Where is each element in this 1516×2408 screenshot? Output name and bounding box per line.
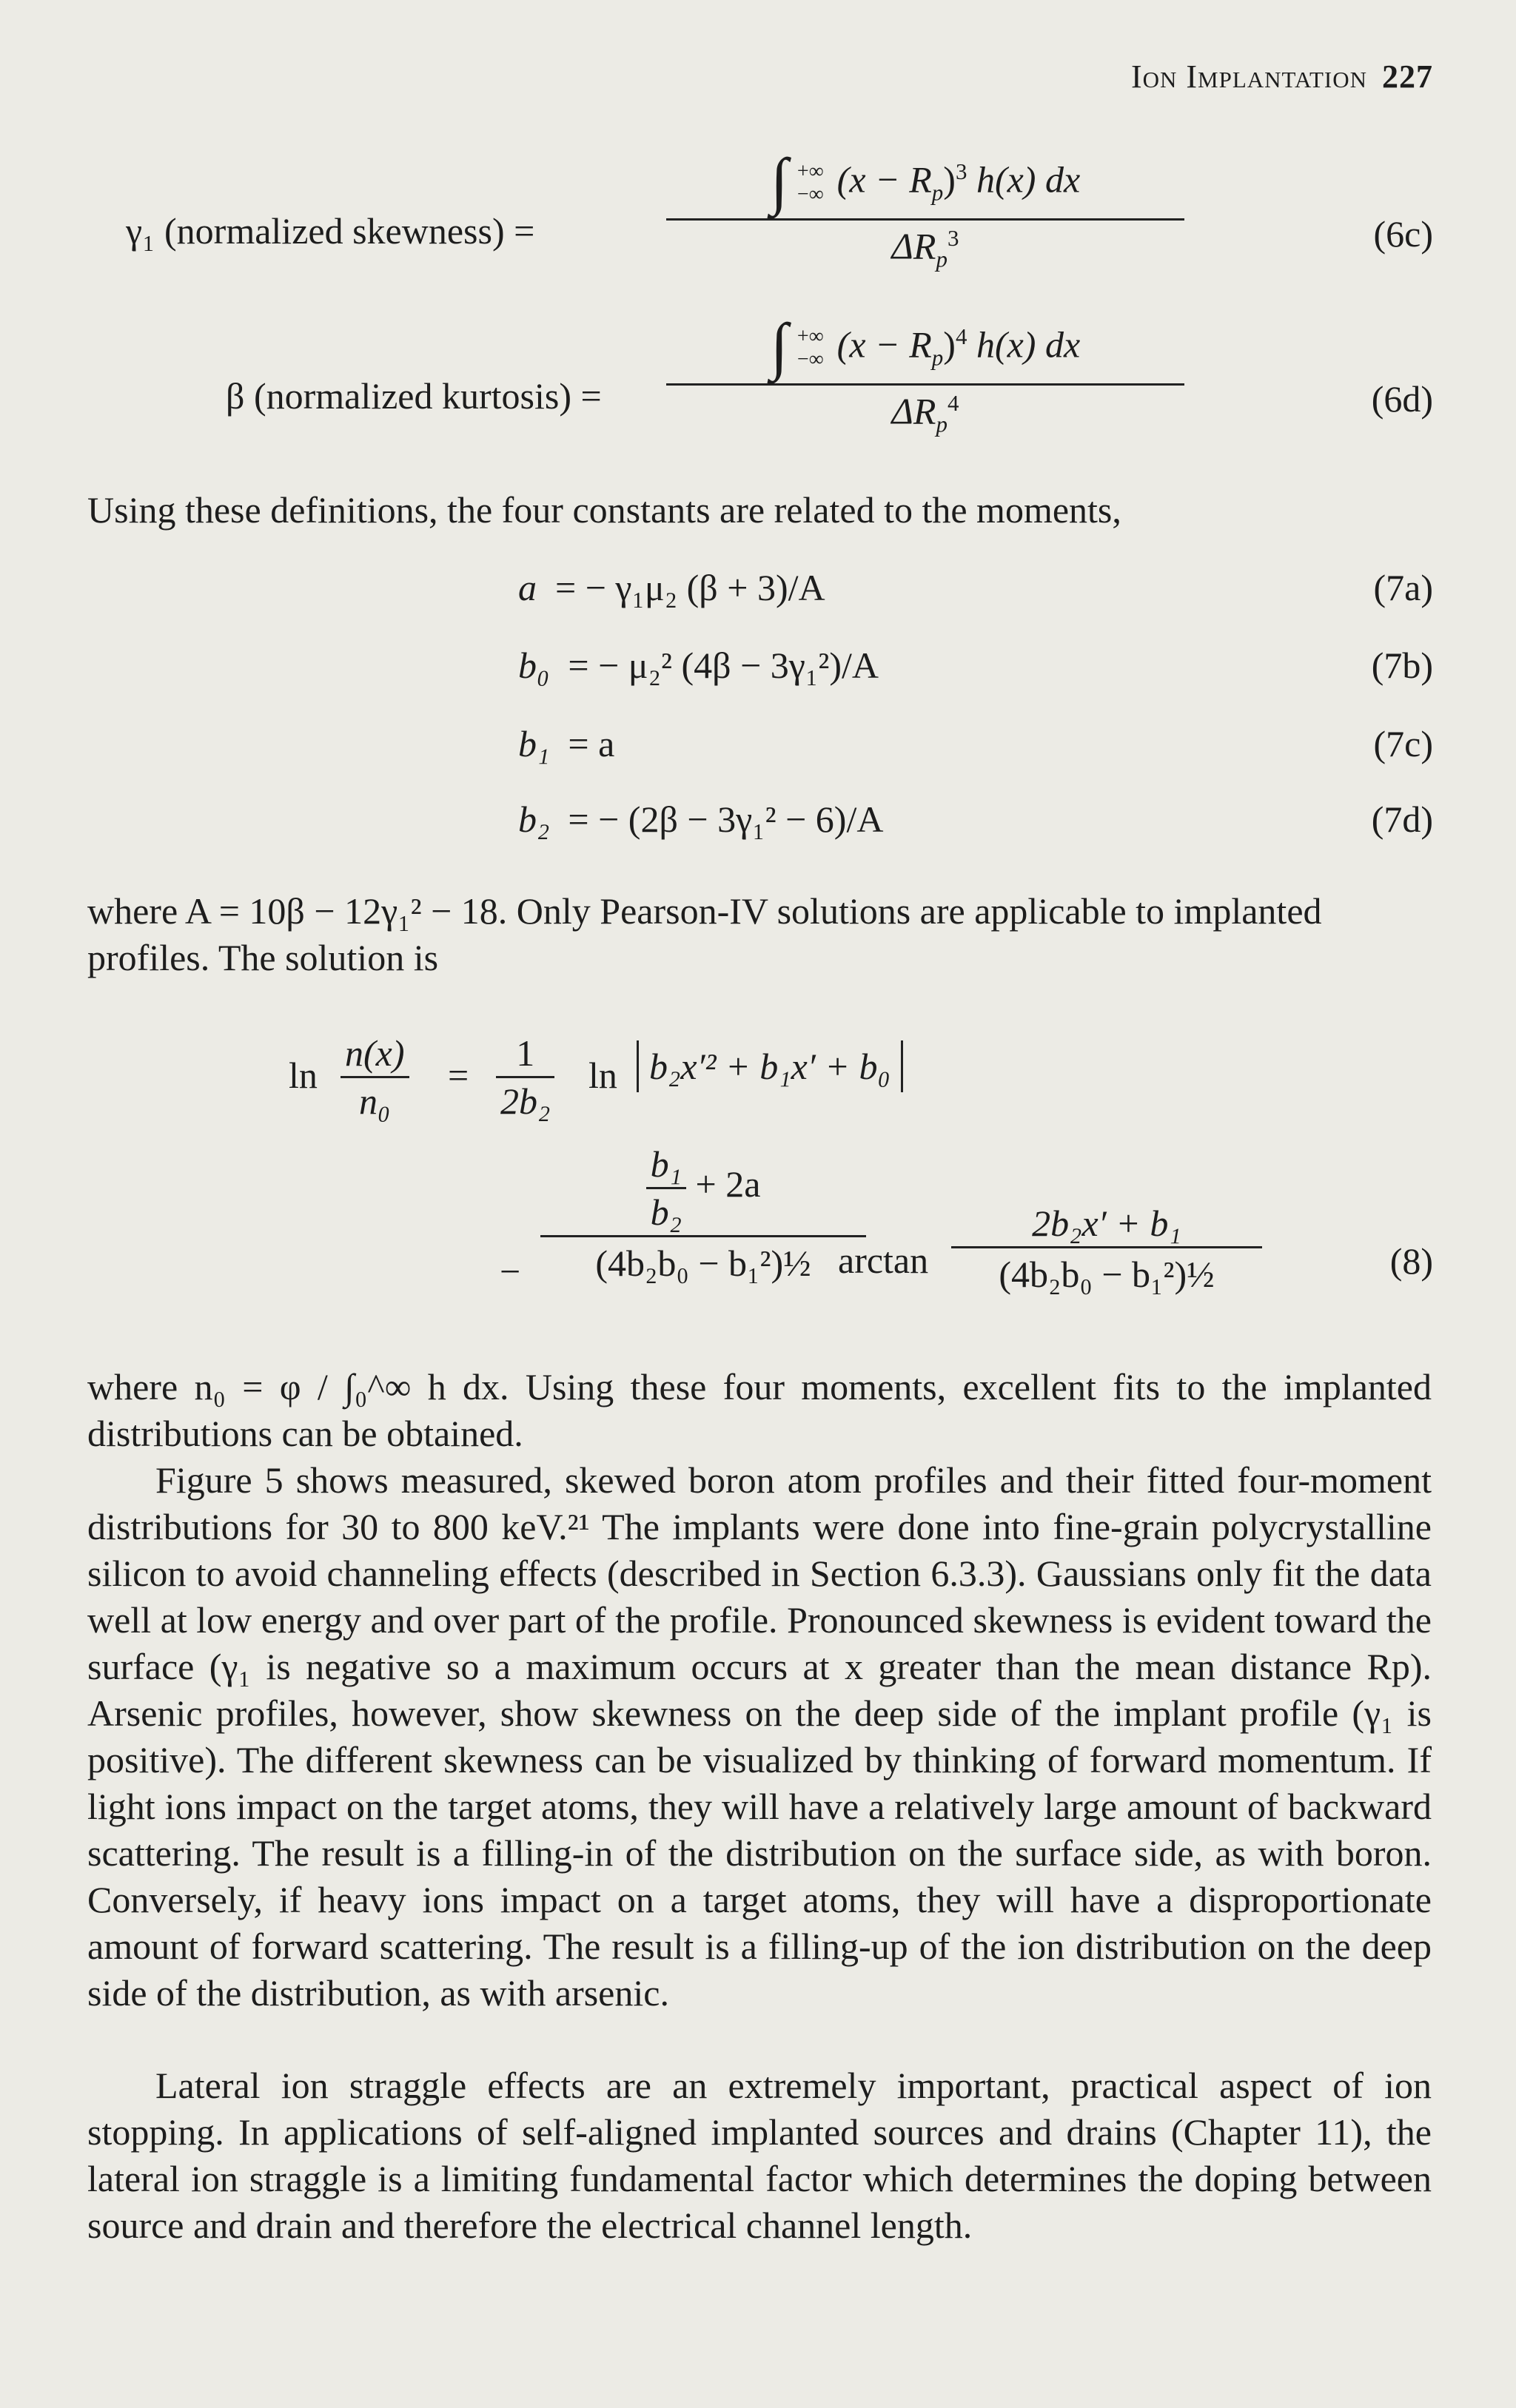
paragraph-where-A [87,888,1331,981]
eq8-frac-half [496,1032,554,1122]
eq6d-fraction [666,310,1184,437]
eq8-minus: − [500,1251,521,1292]
fraction-bar [646,1187,686,1189]
eq8-inner-fraction [646,1143,686,1233]
eq7d-lhs: b₂ [518,798,550,840]
integral-upper-limit: +∞ [796,325,824,349]
eq7d-number: (7d) [1371,798,1433,840]
eq6d-denominator-text: ΔR [891,390,936,432]
eq8-arctan: arctan [838,1240,929,1281]
eq6d-numerator: ∫ +∞ −∞ $(x - R_p)^4$ h(x) dx [770,310,1081,381]
eq6d-integrand: (x − R [836,323,932,366]
eq7c-rhs: = a [568,723,615,764]
paragraph-text: Lateral ion straggle effects are an extremely important, practical aspect of ion stopping. In applications of self-aligned implanted sources and drains (Chapter 11), the lateral ion straggle is a limiting fundamental factor which determines the doping between source and drain and therefore the electrical channel length. [87,2065,1432,2246]
eq8-bracket [637,1040,903,1092]
eq7a-rhs: = − γ₁μ₂ (β + 3)/A [555,567,825,608]
eq6c-lhs: γ₁ (normalized skewness) = [126,210,535,252]
eq6c-fraction [666,145,1184,272]
integral-lower-limit: −∞ [796,183,824,206]
eq8-inner-denominator: b₂ [650,1191,682,1233]
eq8-big-fraction [540,1143,866,1284]
eq7a-number: (7a) [1373,567,1433,608]
eq8-frac-half-denominator: 2b₂ [500,1080,551,1122]
paragraph-where-n0 [87,1364,1432,1457]
eq6c-number: (6c) [1373,213,1433,255]
eq8-arc-numerator: 2b₂x′ + b₁ [1032,1203,1181,1244]
running-head-title: Ion Implantation [1130,58,1367,95]
eq6d-denominator: $\Delta R_p^4$ [891,390,959,437]
fraction-bar [496,1076,554,1078]
eq7a-lhs: a [518,567,537,608]
eq8-bracket-content: b₂x′² + b₁x′ + b₀ [649,1046,891,1087]
eq8-arc-fraction [951,1205,1262,1293]
eq6d-den-power: 4 [947,390,959,416]
paragraph-text: Figure 5 shows measured, skewed boron atom profiles and their fitted four-moment distributions for 30 to 800 keV.²¹ The implants were done into fine-grain polycrystalline silicon to avoid channeling effects (described in Section 6.3.3). Gaussians only fit the data well at low energy and over part of the profile. Pronounced skewness is evident toward the surface (γ₁ is negative so a maximum occurs at x greater than the mean distance Rp). Arsenic profiles, however, show skewness on the deep side of the implant profile (γ₁ is positive). The different skewness can be visualized by thinking of forward momentum. If light ions impact on the target atoms, they will have a relatively large amount of backward scattering. The result is a filling-in of the distribution on the surface side, as with boron. Conversely, if heavy ions impact on a target atoms, they will have a disproportionate amount of forward scattering. The result is a filling-up of the ion distribution on the deep side of the distribution, as with arsenic. [87,1459,1432,2014]
eq6c-den-power: 3 [947,225,959,251]
page-number: 227 [1382,58,1433,95]
eq8-ln: ln [289,1055,318,1096]
eq7b-rhs: = − μ₂² (4β − 3γ₁²)/A [568,645,879,686]
eq8-frac-n-numerator: n(x) [345,1032,405,1074]
running-head [1131,58,1433,95]
fraction-bar [666,218,1184,221]
paragraph-figure-5 [87,1457,1432,2017]
eq6d-integrand-tail: h(x) dx [967,323,1081,366]
integral-sign: ∫ [770,145,788,216]
equation-8 [289,1032,1443,1331]
eq6c-numerator: ∫ +∞ −∞ $(x - R_p)^3$ h(x) dx [770,145,1081,216]
paragraph-text: where A = 10β − 12γ₁² − 18. Only Pearson-IV solutions are applicable to implanted profiles. The solution is [87,890,1322,978]
eq6c-power: 3 [955,158,967,184]
paragraph-text: where n₀ = φ / ∫₀^∞ h dx. Using these four moments, excellent fits to the implanted distributions can be obtained. [87,1366,1432,1454]
eq6d-power: 4 [955,323,967,349]
eq7d [518,798,883,841]
fraction-bar [341,1076,409,1078]
fraction-bar [666,383,1184,386]
paragraph-lateral-straggle [87,2062,1432,2249]
paragraph-using-definitions [87,487,1432,534]
eq7c-number: (7c) [1373,723,1433,764]
eq6d-number: (6d) [1371,378,1433,420]
eq8-ln2: ln [588,1055,617,1096]
eq6c-integrand-tail: h(x) dx [967,158,1081,201]
eq8-inner-numerator: b₁ [650,1143,682,1185]
eq7c-lhs: b₁ [518,723,550,764]
integral-lower-limit: −∞ [796,348,824,371]
eq8-frac-n-denominator: n₀ [359,1080,391,1122]
eq7b [518,644,879,687]
eq8-equals: = [448,1055,469,1096]
eq6d-lhs: β (normalized kurtosis) = [226,375,602,417]
eq7c [518,722,614,765]
eq6c-denominator-text: ΔR [891,225,936,267]
integral-sign: ∫ [770,310,788,381]
eq7b-lhs: b₀ [518,645,550,686]
eq8-big-denominator: (4b₂b₀ − b₁²)½ [595,1242,811,1284]
eq8-arc-denominator: (4b₂b₀ − b₁²)½ [999,1254,1215,1295]
eq8-inner-tail: + 2a [695,1163,761,1205]
eq8-number: (8) [1389,1240,1433,1282]
fraction-bar [951,1246,1262,1248]
eq8-big-numerator [540,1143,866,1233]
eq7b-number: (7b) [1371,645,1433,686]
eq8-frac-n [341,1032,409,1122]
eq6c-integrand: (x − R [836,158,932,201]
paragraph-text: Using these definitions, the four constants are related to the moments, [87,489,1121,531]
eq7d-rhs: = − (2β − 3γ₁² − 6)/A [568,798,884,840]
eq8-frac-half-numerator: 1 [516,1032,535,1074]
integral-upper-limit: +∞ [796,160,824,184]
eq6c-denominator: $\Delta R_p^3$ [891,225,959,272]
fraction-bar [540,1235,866,1237]
eq7a [518,566,825,609]
